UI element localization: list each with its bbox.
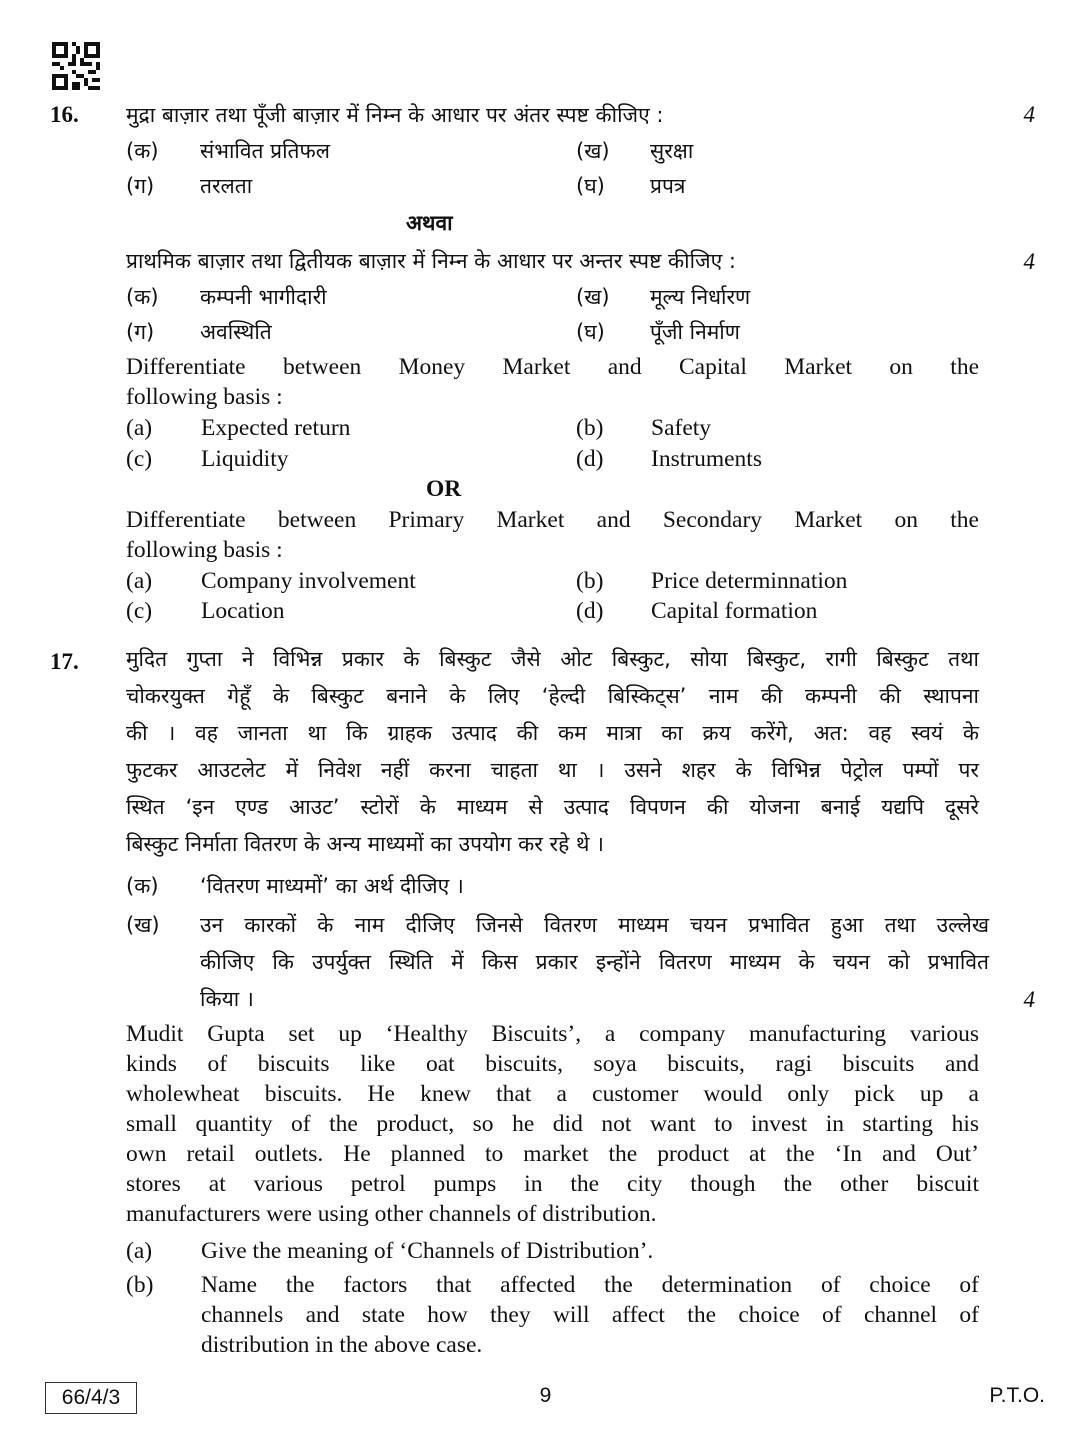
q16-hindi-alt-option-label: (क) xyxy=(126,285,159,309)
q17-english-paragraph xyxy=(126,1021,979,1231)
q16-hindi-option-label: (ख) xyxy=(576,139,610,163)
q16-hindi-prompt: मुद्रा बाज़ार तथा पूँजी बाज़ार में निम्न के आधार पर अंतर स्पष्ट कीजिए : xyxy=(126,103,664,127)
q17-hindi-line: फुटकर आउटलेट में निवेश नहीं करना चाहता था । उसने शहर के विभिन्न पेट्रोल पम्पों पर xyxy=(126,758,979,782)
q16-english-option-text: Safety xyxy=(651,415,712,441)
paper-code: 66/4/3 xyxy=(45,1382,137,1414)
q17-hindi-sub-line: कीजिए कि उपर्युक्त स्थिति में किस प्रकार इन्होंने वितरण माध्यम के चयन को प्रभावित xyxy=(200,950,989,974)
q16-hindi-alt-option-text: कम्पनी भागीदारी xyxy=(200,285,327,309)
q17-hindi-sub-label: (ख) xyxy=(126,913,160,937)
q17-hindi-line: स्थित ‘इन एण्ड आउट’ स्टोरों के माध्यम से उत्पाद विपणन की योजना बनाई यद्यपि दूसरे xyxy=(126,795,979,819)
q16-english-or: OR xyxy=(426,476,462,502)
q16-english-prompt-alt xyxy=(126,507,979,567)
q16-marks: 4 xyxy=(1023,102,1035,127)
page-number: 9 xyxy=(539,1384,552,1407)
q17-hindi-sub-label: (क) xyxy=(126,874,159,898)
q16-hindi-alt-option-text: मूल्य निर्धारण xyxy=(650,285,751,309)
q16-english-alt-option-label: (b) xyxy=(576,568,604,594)
q16-hindi-alt-option-label: (घ) xyxy=(576,320,605,344)
q16-english-option-text: Liquidity xyxy=(201,446,289,472)
q16-english-prompt-line: following basis : xyxy=(126,384,283,410)
q17-english-line: stores at various petrol pumps in the city though the other biscuit xyxy=(126,1171,979,1197)
q16-hindi-alt-option-text: अवस्थिति xyxy=(200,320,272,344)
q17-hindi-sub-text xyxy=(200,911,989,1022)
q17-english-sub-text xyxy=(201,1272,979,1362)
q16-hindi-alt-option-text: पूँजी निर्माण xyxy=(650,320,740,344)
q17-english-line: own retail outlets. He planned to market the product at the ‘In and Out’ xyxy=(126,1141,979,1167)
q16-marks-alt: 4 xyxy=(1023,249,1035,274)
q16-english-option-label: (c) xyxy=(126,446,153,472)
q16-hindi-option-text: तरलता xyxy=(200,174,253,198)
q16-hindi-prompt-alt: प्राथमिक बाज़ार तथा द्वितीयक बाज़ार में निम्न के आधार पर अन्तर स्पष्ट कीजिए : xyxy=(126,249,736,273)
q17-hindi-line: चोकरयुक्त गेहूँ के बिस्कुट बनाने के लिए ‘हेल्दी बिस्किट्स’ नाम की कम्पनी की स्थापना xyxy=(126,684,979,708)
q16-english-option-label: (b) xyxy=(576,415,604,441)
q17-english-line: manufacturers were using other channels of distribution. xyxy=(126,1201,657,1227)
q16-english-prompt-alt-line: Differentiate between Primary Market and Secondary Market on the xyxy=(126,507,979,533)
q16-hindi-or: अथवा xyxy=(406,211,453,235)
q16-english-alt-option-text: Location xyxy=(201,598,285,624)
q16-english-alt-option-label: (a) xyxy=(126,568,153,594)
question-number-17: 17. xyxy=(50,649,79,674)
q17-english-line: small quantity of the product, so he did not want to invest in starting his xyxy=(126,1111,979,1137)
q17-hindi-line: मुदित गुप्ता ने विभिन्न प्रकार के बिस्कुट जैसे ओट बिस्कुट, सोया बिस्कुट, रागी बिस्कुट तथा xyxy=(126,647,979,671)
q16-hindi-option-label: (घ) xyxy=(576,174,605,198)
q17-english-line: wholewheat biscuits. He knew that a customer would only pick up a xyxy=(126,1081,979,1107)
q17-english-line: Mudit Gupta set up ‘Healthy Biscuits’, a company manufacturing various xyxy=(126,1021,979,1047)
q16-hindi-option-text: संभावित प्रतिफल xyxy=(200,139,330,163)
q16-english-alt-option-text: Capital formation xyxy=(651,598,818,624)
q16-english-alt-option-text: Price determinnation xyxy=(651,568,848,594)
q16-hindi-option-text: सुरक्षा xyxy=(650,139,694,163)
q16-english-prompt-alt-line: following basis : xyxy=(126,537,283,563)
q16-english-option-text: Instruments xyxy=(651,446,762,472)
q16-english-option-text: Expected return xyxy=(201,415,351,441)
q17-english-sub-label: (b) xyxy=(126,1272,154,1298)
q17-hindi-paragraph xyxy=(126,645,979,867)
q16-english-option-label: (d) xyxy=(576,446,604,472)
q17-english-sub-text: Give the meaning of ‘Channels of Distribution’. xyxy=(201,1238,654,1264)
q16-english-prompt-line: Differentiate between Money Market and Capital Market on the xyxy=(126,354,979,380)
q17-marks: 4 xyxy=(1023,987,1035,1012)
q17-hindi-sub-text: ‘वितरण माध्यमों’ का अर्थ दीजिए । xyxy=(200,874,464,898)
q17-hindi-line: बिस्कुट निर्माता वितरण के अन्य माध्यमों का उपयोग कर रहे थे । xyxy=(126,832,604,856)
q16-hindi-option-text: प्रपत्र xyxy=(650,174,686,198)
q16-hindi-option-label: (क) xyxy=(126,139,159,163)
q16-english-alt-option-label: (d) xyxy=(576,598,604,624)
q16-hindi-alt-option-label: (ख) xyxy=(576,285,610,309)
q17-english-sub-label: (a) xyxy=(126,1238,153,1264)
q16-english-alt-option-text: Company involvement xyxy=(201,568,416,594)
pto-label: P.T.O. xyxy=(989,1384,1045,1407)
qr-code-icon xyxy=(52,42,100,90)
q17-english-sub-line: Name the factors that affected the determination of choice of xyxy=(201,1272,979,1298)
q17-hindi-sub-line: किया । xyxy=(200,987,254,1011)
q17-english-sub-line: channels and state how they will affect the choice of channel of xyxy=(201,1302,979,1328)
q16-english-option-label: (a) xyxy=(126,415,153,441)
q16-english-prompt xyxy=(126,354,979,414)
q16-english-alt-option-label: (c) xyxy=(126,598,153,624)
q17-english-line: kinds of biscuits like oat biscuits, soya biscuits, ragi biscuits and xyxy=(126,1051,979,1077)
q16-hindi-option-label: (ग) xyxy=(126,174,155,198)
q17-hindi-sub-line: उन कारकों के नाम दीजिए जिनसे वितरण माध्यम चयन प्रभावित हुआ तथा उल्लेख xyxy=(200,913,989,937)
question-number-16: 16. xyxy=(50,102,79,127)
q17-hindi-line: की । वह जानता था कि ग्राहक उत्पाद की कम मात्रा का क्रय करेंगे, अत: वह स्वयं के xyxy=(126,721,979,745)
q16-hindi-alt-option-label: (ग) xyxy=(126,320,155,344)
q17-english-sub-line: distribution in the above case. xyxy=(201,1332,483,1358)
